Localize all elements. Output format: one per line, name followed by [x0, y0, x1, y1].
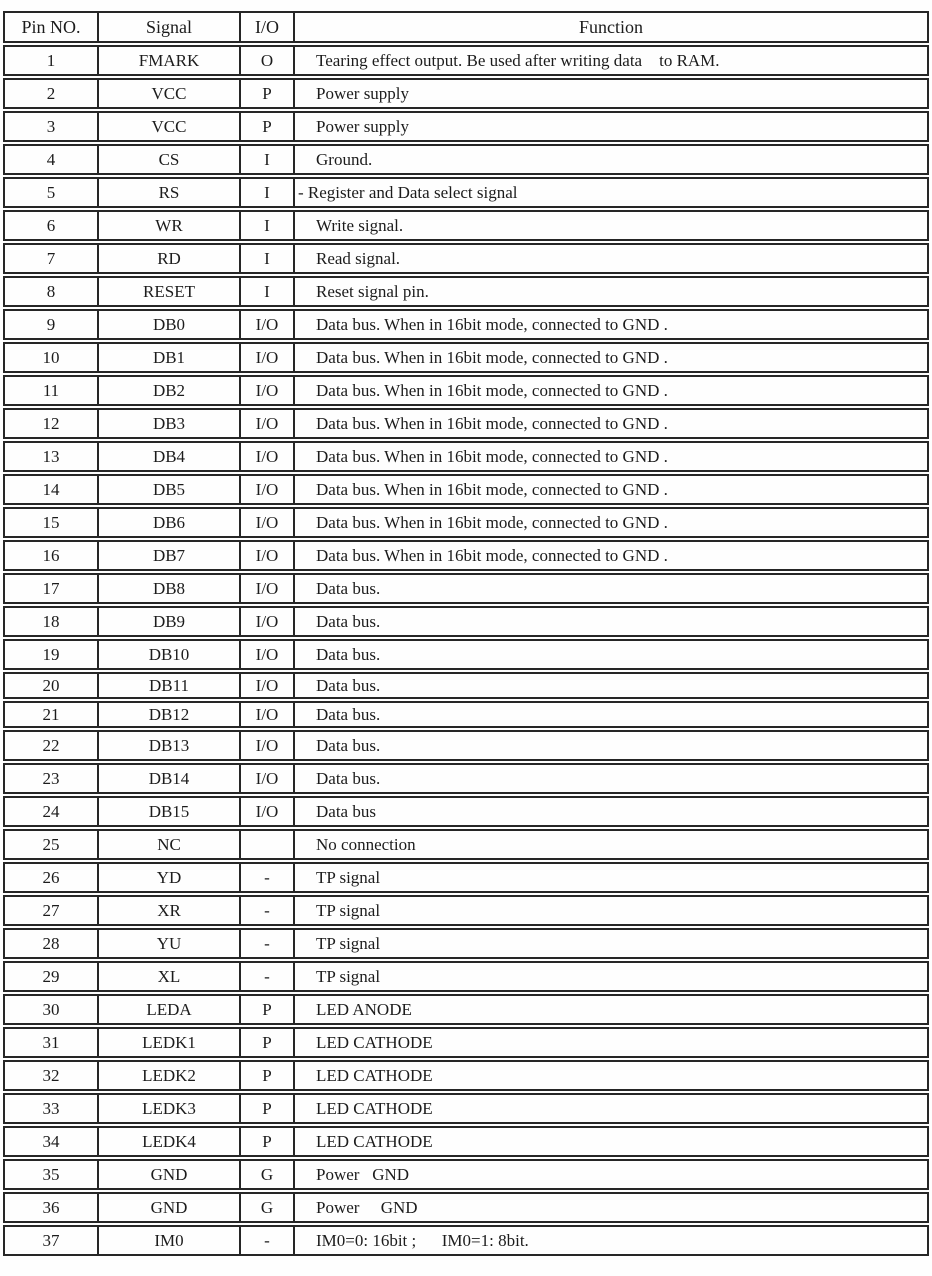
pin-cell: 14 [3, 474, 97, 505]
signal-cell: XL [97, 961, 239, 992]
function-cell: Data bus. When in 16bit mode, connected to GND . [293, 507, 929, 538]
table-row [3, 309, 929, 340]
function-cell: Ground. [293, 144, 929, 175]
table-row [3, 540, 929, 571]
function-cell: LED CATHODE [293, 1093, 929, 1124]
pin-cell: 12 [3, 408, 97, 439]
signal-cell: DB12 [97, 701, 239, 728]
table-row [3, 408, 929, 439]
table-row [3, 606, 929, 637]
pin-cell: 11 [3, 375, 97, 406]
signal-cell: YU [97, 928, 239, 959]
pin-cell: 27 [3, 895, 97, 926]
pin-cell: 33 [3, 1093, 97, 1124]
io-cell: I/O [239, 408, 293, 439]
pin-cell: 31 [3, 1027, 97, 1058]
pin-cell: 29 [3, 961, 97, 992]
function-cell: No connection [293, 829, 929, 860]
function-cell: Data bus. [293, 730, 929, 761]
io-cell: I/O [239, 639, 293, 670]
signal-cell: RS [97, 177, 239, 208]
io-cell: P [239, 1060, 293, 1091]
table-row [3, 177, 929, 208]
io-cell: I/O [239, 474, 293, 505]
signal-cell: DB4 [97, 441, 239, 472]
function-cell: Power supply [293, 78, 929, 109]
table-row [3, 672, 929, 699]
signal-cell: DB3 [97, 408, 239, 439]
pin-cell: 13 [3, 441, 97, 472]
signal-cell: DB8 [97, 573, 239, 604]
table-row [3, 928, 929, 959]
signal-cell: RD [97, 243, 239, 274]
pin-cell: 10 [3, 342, 97, 373]
io-cell: I/O [239, 763, 293, 794]
signal-cell: GND [97, 1159, 239, 1190]
io-cell: I/O [239, 606, 293, 637]
table-row [3, 829, 929, 860]
table-row [3, 276, 929, 307]
pin-cell: 16 [3, 540, 97, 571]
io-cell: I/O [239, 375, 293, 406]
io-cell: I/O [239, 701, 293, 728]
table-row [3, 1060, 929, 1091]
pin-cell: 30 [3, 994, 97, 1025]
pin-cell: 24 [3, 796, 97, 827]
io-cell: I/O [239, 796, 293, 827]
signal-cell: DB13 [97, 730, 239, 761]
function-cell: Data bus. [293, 573, 929, 604]
pin-cell: 26 [3, 862, 97, 893]
pin-cell: 32 [3, 1060, 97, 1091]
table-row [3, 994, 929, 1025]
function-cell: Data bus. [293, 701, 929, 728]
function-cell: Data bus. When in 16bit mode, connected to GND . [293, 408, 929, 439]
io-cell: - [239, 862, 293, 893]
table-row [3, 763, 929, 794]
table-row [3, 474, 929, 505]
io-cell: P [239, 111, 293, 142]
header-row [3, 11, 929, 43]
table-row [3, 639, 929, 670]
io-cell: I/O [239, 507, 293, 538]
io-cell: I/O [239, 730, 293, 761]
io-cell: P [239, 78, 293, 109]
function-cell: Read signal. [293, 243, 929, 274]
pin-cell: 7 [3, 243, 97, 274]
pin-cell: 17 [3, 573, 97, 604]
function-cell: LED CATHODE [293, 1126, 929, 1157]
signal-cell: YD [97, 862, 239, 893]
function-cell: Data bus. [293, 672, 929, 699]
function-cell: TP signal [293, 895, 929, 926]
signal-cell: DB15 [97, 796, 239, 827]
io-cell: I/O [239, 309, 293, 340]
function-cell: Tearing effect output. Be used after writing data to RAM. [293, 45, 929, 76]
table-row [3, 1225, 929, 1256]
pin-cell: 19 [3, 639, 97, 670]
function-cell: Data bus. When in 16bit mode, connected to GND . [293, 342, 929, 373]
pin-cell: 28 [3, 928, 97, 959]
signal-cell: LEDK1 [97, 1027, 239, 1058]
signal-cell: VCC [97, 78, 239, 109]
table-row [3, 144, 929, 175]
io-cell: - [239, 895, 293, 926]
pin-cell: 9 [3, 309, 97, 340]
signal-cell: DB1 [97, 342, 239, 373]
signal-cell: LEDA [97, 994, 239, 1025]
signal-cell: WR [97, 210, 239, 241]
function-cell: IM0=0: 16bit ; IM0=1: 8bit. [293, 1225, 929, 1256]
pin-cell: 6 [3, 210, 97, 241]
table-row [3, 441, 929, 472]
signal-cell: DB6 [97, 507, 239, 538]
table-row [3, 45, 929, 76]
table-row [3, 1159, 929, 1190]
function-cell: TP signal [293, 928, 929, 959]
pin-cell: 3 [3, 111, 97, 142]
table-row [3, 375, 929, 406]
function-cell: LED CATHODE [293, 1027, 929, 1058]
signal-cell: XR [97, 895, 239, 926]
pin-cell: 34 [3, 1126, 97, 1157]
io-cell: I [239, 276, 293, 307]
signal-cell: LEDK2 [97, 1060, 239, 1091]
io-cell: I [239, 210, 293, 241]
table-row [3, 895, 929, 926]
table-row [3, 111, 929, 142]
io-cell: - [239, 961, 293, 992]
table-row [3, 210, 929, 241]
table-row [3, 342, 929, 373]
function-cell: Data bus. [293, 606, 929, 637]
signal-cell: LEDK3 [97, 1093, 239, 1124]
table-row [3, 701, 929, 728]
signal-cell: DB5 [97, 474, 239, 505]
function-cell: Data bus. [293, 639, 929, 670]
signal-cell: LEDK4 [97, 1126, 239, 1157]
pin-cell: 20 [3, 672, 97, 699]
signal-cell: VCC [97, 111, 239, 142]
pin-cell: 23 [3, 763, 97, 794]
io-cell: P [239, 1093, 293, 1124]
signal-cell: DB14 [97, 763, 239, 794]
table-row [3, 1027, 929, 1058]
function-cell: Data bus. When in 16bit mode, connected to GND . [293, 441, 929, 472]
pin-cell: 15 [3, 507, 97, 538]
column-header-io: I/O [239, 11, 293, 43]
column-header-signal: Signal [97, 11, 239, 43]
signal-cell: DB7 [97, 540, 239, 571]
pin-cell: 2 [3, 78, 97, 109]
io-cell: P [239, 1027, 293, 1058]
function-cell: LED ANODE [293, 994, 929, 1025]
io-cell: I [239, 243, 293, 274]
table-row [3, 78, 929, 109]
function-cell: Power supply [293, 111, 929, 142]
table-row [3, 796, 929, 827]
io-cell: - [239, 1225, 293, 1256]
function-cell: Data bus. When in 16bit mode, connected to GND . [293, 309, 929, 340]
function-cell: TP signal [293, 862, 929, 893]
io-cell: G [239, 1159, 293, 1190]
function-cell: Data bus. [293, 763, 929, 794]
column-header-function: Function [293, 11, 929, 43]
function-cell: Data bus. When in 16bit mode, connected to GND . [293, 474, 929, 505]
function-cell: TP signal [293, 961, 929, 992]
table-row [3, 1126, 929, 1157]
io-cell: I/O [239, 441, 293, 472]
function-cell: Reset signal pin. [293, 276, 929, 307]
signal-cell: DB10 [97, 639, 239, 670]
signal-cell: GND [97, 1192, 239, 1223]
signal-cell: CS [97, 144, 239, 175]
pin-cell: 1 [3, 45, 97, 76]
column-header-pin-no: Pin NO. [3, 11, 97, 43]
function-cell: Write signal. [293, 210, 929, 241]
function-cell: Data bus. When in 16bit mode, connected to GND . [293, 540, 929, 571]
io-cell: I/O [239, 672, 293, 699]
io-cell: I [239, 144, 293, 175]
signal-cell: DB2 [97, 375, 239, 406]
pin-cell: 18 [3, 606, 97, 637]
pin-cell: 4 [3, 144, 97, 175]
signal-cell: DB9 [97, 606, 239, 637]
function-cell: - Register and Data select signal [293, 177, 929, 208]
pin-cell: 36 [3, 1192, 97, 1223]
signal-cell: FMARK [97, 45, 239, 76]
signal-cell: DB11 [97, 672, 239, 699]
function-cell: Power GND [293, 1159, 929, 1190]
table-row [3, 961, 929, 992]
signal-cell: NC [97, 829, 239, 860]
function-cell: Data bus [293, 796, 929, 827]
pin-cell: 22 [3, 730, 97, 761]
table-row [3, 507, 929, 538]
pin-cell: 21 [3, 701, 97, 728]
pin-cell: 37 [3, 1225, 97, 1256]
pin-cell: 5 [3, 177, 97, 208]
function-cell: LED CATHODE [293, 1060, 929, 1091]
io-cell: P [239, 1126, 293, 1157]
io-cell [239, 829, 293, 860]
pin-cell: 8 [3, 276, 97, 307]
function-cell: Data bus. When in 16bit mode, connected to GND . [293, 375, 929, 406]
io-cell: G [239, 1192, 293, 1223]
function-cell: Power GND [293, 1192, 929, 1223]
table-row [3, 862, 929, 893]
table-row [3, 573, 929, 604]
io-cell: I [239, 177, 293, 208]
signal-cell: RESET [97, 276, 239, 307]
table-row [3, 1192, 929, 1223]
table-row [3, 1093, 929, 1124]
table-row [3, 730, 929, 761]
io-cell: P [239, 994, 293, 1025]
io-cell: I/O [239, 540, 293, 571]
signal-cell: DB0 [97, 309, 239, 340]
table-body [3, 45, 929, 1256]
pin-cell: 35 [3, 1159, 97, 1190]
io-cell: I/O [239, 342, 293, 373]
table-row [3, 243, 929, 274]
pin-cell: 25 [3, 829, 97, 860]
io-cell: - [239, 928, 293, 959]
signal-cell: IM0 [97, 1225, 239, 1256]
io-cell: I/O [239, 573, 293, 604]
table-header [3, 11, 929, 43]
io-cell: O [239, 45, 293, 76]
pin-description-table [3, 9, 929, 1258]
